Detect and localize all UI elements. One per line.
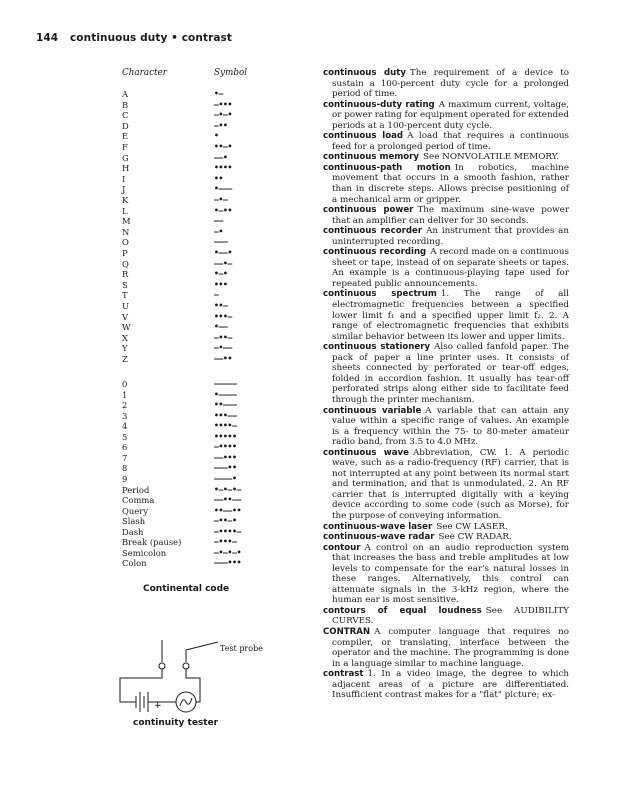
dictionary-entry — [323, 289, 569, 342]
morse-character: 2 — [122, 400, 128, 411]
morse-character: 4 — [122, 421, 128, 432]
morse-character: Query — [122, 505, 148, 516]
morse-character: Z — [122, 354, 128, 364]
entry-definition: A load that requires a continuous feed for a prolonged period of time. — [332, 131, 569, 152]
dictionary-entry — [323, 68, 569, 100]
left-wire — [120, 669, 162, 702]
morse-symbol: ——•— — [214, 258, 233, 268]
entry-definition: A control on an audio reproduction system that increases the bass and treble amplitudes at low levels to compensate for the ear's natural losses in these ranges. Alternatively, this control can attenuate signals in the 3-kHz region, where the human ear is most sensitive. — [332, 542, 569, 606]
morse-character: C — [122, 110, 129, 121]
left-probe-tip — [159, 663, 165, 669]
morse-character: Period — [122, 484, 150, 495]
dictionary-entry — [323, 606, 569, 627]
morse-character: T — [122, 290, 128, 301]
morse-character: Break (pause) — [122, 537, 182, 548]
dictionary-entry — [323, 163, 569, 205]
morse-character: 7 — [122, 452, 128, 463]
entry-definition: 1. The range of all electromagnetic frequencies between a specified lower limit f₁ and a specified upper limit f₂. 2. A range of electromagnetic frequencies that exhibits similar behavior between its lower and upper limits. — [332, 289, 569, 342]
dictionary-entry — [323, 406, 569, 448]
entry-definition: In robotics, machine movement that occurs in a smooth fashion, rather than in discrete steps. Allows precise positioning of a mechanical arm or gripper. — [332, 162, 569, 205]
morse-character: Semicolon — [122, 547, 167, 558]
entry-definition: Abbreviation, CW. 1. A periodic wave, such as a radio-frequency (RF) carrier, that is not interrupted at any point between its normal start and termination, and that is unmodulated. 2. An RF carrier that is interrupted digitally with a keying device according to some code (such as Morse), for the purpose of conveying information. — [332, 447, 569, 521]
morse-character: 8 — [122, 463, 128, 474]
morse-symbol: —•••— — [214, 537, 237, 547]
dictionary-column — [323, 68, 569, 701]
morse-character: Comma — [122, 495, 155, 506]
morse-symbol: —•—— — [214, 343, 233, 353]
entry-definition: A variable that can attain any value within a specific range of values. An example is a frequency within the 75- to 80-meter amateur radio band, from 3.5 to 4.0 MHz. — [332, 405, 569, 448]
morse-symbol: •—•• — [214, 205, 233, 215]
plus-sign: + — [154, 701, 162, 711]
morse-symbol: •—• — [214, 269, 228, 279]
morse-symbol: •———— — [214, 389, 237, 399]
morse-symbol: •— — [214, 89, 224, 98]
morse-character: D — [122, 120, 129, 131]
entry-headword: continuous memory — [323, 152, 420, 163]
morse-character: Colon — [122, 558, 147, 569]
morse-character: 0 — [122, 379, 128, 389]
entry-headword: continuous-wave laser — [323, 521, 433, 532]
morse-symbol: ••—• — [214, 142, 233, 151]
dictionary-entry — [323, 543, 569, 606]
entry-definition: A maximum current, voltage, or power rating for equipment operated for extended periods at a 100-percent duty cycle. — [332, 99, 569, 131]
morse-symbol: —••••— — [214, 526, 242, 536]
entry-headword: continuous load — [323, 131, 404, 142]
entry-headword: continuous duty — [323, 68, 406, 78]
entry-headword: continuous recording — [323, 247, 427, 258]
morse-symbol: ——•• — [214, 354, 233, 363]
right-probe-tip — [183, 663, 189, 669]
entry-definition: 1. In a video image, the degree to which adjacent areas of a picture are differentiated. Insufficient contrast makes for a "flat" picture; ex- — [332, 669, 569, 701]
morse-character: Y — [122, 343, 128, 354]
morse-character: N — [122, 226, 130, 237]
morse-character: 6 — [122, 442, 128, 453]
character-column-header: Character — [122, 68, 167, 78]
morse-symbol: ———•• — [214, 463, 237, 473]
entry-headword: contrast — [323, 669, 364, 680]
entry-headword: contours of equal loudness — [323, 605, 482, 616]
morse-symbol: —••— — [214, 332, 233, 342]
entry-headword: continuous stationery — [323, 342, 431, 353]
morse-symbol: —• — [214, 226, 224, 236]
morse-symbol: ••— — [214, 301, 228, 310]
morse-symbol: •••—— — [214, 410, 237, 420]
entry-headword: continuous recorder — [323, 226, 423, 237]
morse-symbol: —•••• — [214, 442, 237, 452]
morse-symbol: ————• — [214, 473, 237, 483]
morse-symbol: ———••• — [214, 558, 242, 568]
morse-symbol: ••——•• — [214, 505, 242, 515]
morse-symbol: •—— — [214, 322, 228, 332]
morse-character: X — [122, 332, 128, 343]
morse-symbol: •••— — [214, 311, 233, 321]
lamp-filament — [180, 698, 192, 706]
morse-character: F — [122, 142, 128, 152]
table-caption: Continental code — [143, 584, 230, 594]
morse-symbol: —••—• — [214, 516, 237, 526]
entry-headword: continuous-path motion — [323, 162, 451, 173]
morse-symbol: — — [214, 290, 219, 300]
morse-character: 5 — [122, 431, 128, 442]
dictionary-entry — [323, 669, 569, 701]
morse-character: B — [122, 99, 129, 110]
probe-pointer — [186, 642, 218, 650]
morse-character: Dash — [122, 526, 144, 537]
morse-character: V — [122, 311, 129, 322]
dictionary-entry — [323, 342, 569, 405]
entry-definition: Also called fanfold paper. The pack of paper a line printer uses. It consists of sheets connected by perforated or tear-off edges, folded in accordion fashion. It usually has tear-off perforated strips along either side to facilitate feed through the printer mechanism. — [332, 342, 569, 405]
morse-character: G — [122, 152, 129, 163]
entry-definition: The requirement of a device to sustain a 100-percent duty cycle for a prolonged period of time. — [332, 68, 569, 100]
morse-character: M — [122, 216, 131, 227]
morse-symbol: —•—• — [214, 110, 233, 120]
morse-character: H — [122, 163, 130, 174]
entry-definition: An instrument that provides an uninterrupted recording. — [332, 226, 569, 247]
entry-headword: continuous-duty rating — [323, 99, 435, 110]
morse-symbol: ——••• — [214, 452, 237, 462]
dictionary-entry — [323, 152, 569, 163]
entry-headword: continuous-wave radar — [323, 532, 435, 543]
entry-headword: continuous wave — [323, 447, 409, 458]
running-title: continuous duty • contrast — [69, 32, 233, 44]
entry-headword: CONTRAN — [323, 626, 371, 637]
morse-character: O — [122, 237, 129, 248]
page-number: 144 — [36, 32, 59, 44]
dictionary-entry — [323, 100, 569, 132]
dictionary-entry — [323, 131, 569, 152]
morse-character: J — [122, 184, 126, 195]
morse-symbol: —•—•—• — [214, 547, 242, 557]
running-header — [36, 32, 232, 44]
dictionary-entry — [323, 522, 569, 533]
morse-symbol: ••• — [214, 279, 228, 289]
morse-character: S — [122, 279, 128, 290]
dictionary-entry — [323, 247, 569, 289]
dictionary-entry — [323, 205, 569, 226]
entry-definition: A computer language that requires no compiler, or translating, interface between the operator and the machine. The programming is done in a language similar to machine language. — [332, 626, 569, 669]
entry-headword: continuous power — [323, 205, 414, 216]
morse-character: A — [122, 89, 129, 99]
entry-definition: See CW LASER. — [436, 521, 508, 532]
morse-symbol: •••• — [214, 163, 233, 173]
morse-symbol: •——• — [214, 248, 233, 257]
morse-symbol: ••••• — [214, 431, 237, 441]
morse-symbol: •• — [214, 173, 224, 183]
morse-symbol: ——— — [214, 237, 228, 247]
morse-symbol: —••• — [214, 99, 233, 109]
morse-character: I — [122, 173, 126, 184]
morse-character: Slash — [122, 516, 146, 527]
morse-character: W — [122, 322, 131, 333]
morse-symbol: ••••— — [214, 421, 237, 431]
morse-character: 1 — [122, 389, 128, 400]
entry-definition: A record made on a continuous sheet or tape, instead of on separate sheets or tapes. An example is a continuous-playing tape used for repeated public announcements. — [332, 247, 569, 289]
entry-headword: contour — [323, 542, 361, 553]
entry-definition: See AUDIBILITY CURVES. — [332, 605, 569, 627]
morse-symbol: ——• — [214, 152, 228, 162]
test-probe-label: Test probe — [220, 644, 263, 653]
morse-character: Q — [122, 258, 129, 269]
morse-symbol: —•— — [214, 195, 228, 204]
morse-character: K — [122, 195, 129, 205]
entry-definition: See NONVOLATILE MEMORY. — [423, 152, 560, 163]
morse-character: 9 — [122, 473, 128, 484]
entry-definition: See CW RADAR. — [438, 532, 512, 543]
morse-character: R — [122, 269, 129, 280]
morse-character: U — [122, 301, 130, 311]
morse-symbol: ——••—— — [214, 495, 242, 505]
morse-character: L — [122, 205, 128, 216]
morse-symbol: —— — [214, 216, 224, 226]
entry-definition: The maximum sine-wave power that an amplifier can deliver for 30 seconds. — [332, 205, 569, 226]
dictionary-entry — [323, 532, 569, 543]
right-wire — [186, 669, 200, 702]
morse-symbol: ————— — [214, 379, 237, 388]
dictionary-entry — [323, 627, 569, 669]
morse-character: E — [122, 131, 129, 142]
morse-symbol: • — [214, 131, 219, 141]
morse-character: 3 — [122, 410, 128, 421]
tester-caption: continuity tester — [133, 718, 219, 728]
symbol-column-header: Symbol — [214, 68, 248, 78]
morse-symbol: •——— — [214, 184, 233, 194]
entry-headword: continuous variable — [323, 405, 422, 416]
dictionary-entry — [323, 448, 569, 522]
morse-character: P — [122, 248, 128, 258]
morse-symbol: ••——— — [214, 400, 237, 410]
dictionary-entry — [323, 226, 569, 247]
entry-headword: continuous spectrum — [323, 289, 437, 300]
morse-symbol: —•• — [214, 120, 228, 130]
morse-symbol: •—•—•— — [214, 484, 242, 494]
